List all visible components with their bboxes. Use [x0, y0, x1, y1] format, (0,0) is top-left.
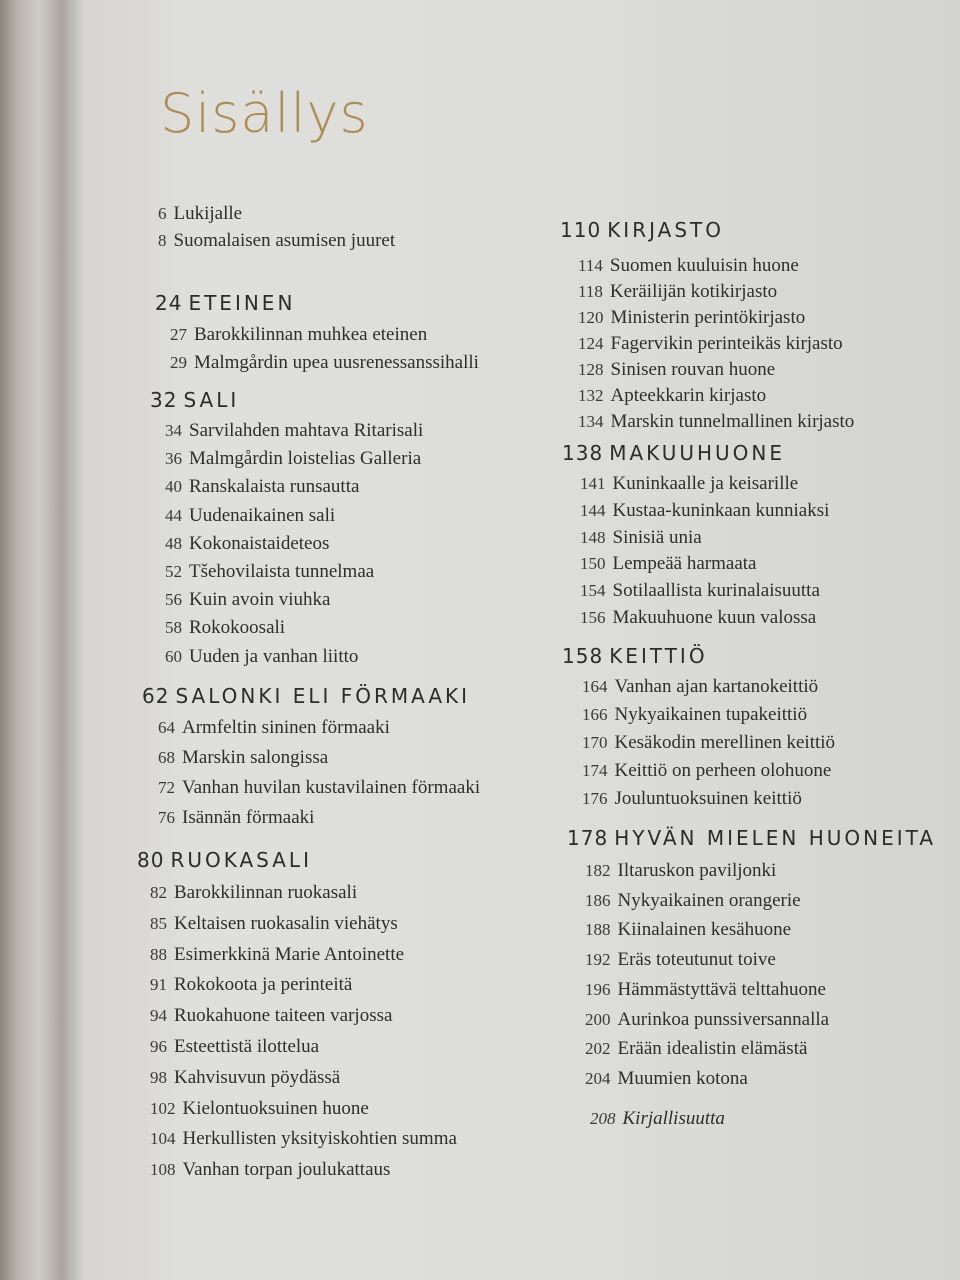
page-number: 64 [158, 718, 175, 737]
entry-title: Iltaruskon paviljonki [617, 860, 777, 881]
page-number: 186 [585, 890, 611, 910]
toc-entry [150, 974, 352, 996]
page-number: 170 [582, 733, 608, 752]
section-title: KIRJASTO [607, 218, 724, 242]
entry-title: Kirjallisuutta [622, 1108, 725, 1129]
toc-entry [585, 1009, 829, 1031]
entry-title: Lempeää harmaata [612, 553, 757, 575]
page-number: 98 [150, 1067, 167, 1087]
page-number: 114 [578, 256, 603, 275]
page-number: 104 [150, 1129, 176, 1149]
entry-title: Keittiö on perheen olohuone [614, 760, 832, 781]
toc-entry [150, 1005, 392, 1027]
toc-entry [158, 203, 242, 225]
section-title: MAKUUHUONE [609, 441, 785, 465]
toc-section-heading [562, 644, 708, 668]
page-number: 94 [150, 1006, 167, 1026]
toc-entry [170, 324, 427, 346]
page-number: 188 [585, 920, 611, 940]
toc-entry [150, 882, 357, 904]
page-title: Sisällys [160, 82, 369, 145]
entry-title: Keräilijän kotikirjasto [609, 281, 778, 302]
toc-section-heading [560, 218, 724, 242]
page-number: 52 [165, 562, 182, 581]
toc-entry [578, 359, 775, 381]
section-title: KEITTIÖ [609, 644, 708, 668]
page-number: 48 [165, 533, 182, 553]
page-number: 202 [585, 1039, 611, 1059]
page-number: 58 [165, 618, 182, 638]
entry-title: Armfeltin sininen förmaaki [182, 717, 390, 738]
toc-entry [590, 1108, 725, 1130]
toc-entry [580, 473, 798, 495]
toc-entry [580, 553, 756, 575]
toc-entry [582, 732, 835, 754]
entry-title: Vanhan torpan joulukattaus [182, 1159, 391, 1181]
entry-title: Aurinkoa punssiversannalla [617, 1008, 830, 1030]
entry-title: Nykyaikainen tupakeittiö [614, 704, 808, 725]
page-number: 154 [580, 581, 606, 601]
toc-entry [170, 352, 479, 374]
entry-title: Kuninkaalle ja keisarille [612, 473, 799, 494]
entry-title: Ranskalaista runsautta [189, 476, 360, 498]
toc-section-heading [142, 684, 470, 708]
toc-entry [150, 944, 404, 966]
page-number: 182 [585, 861, 611, 880]
entry-title: Uudenaikainen sali [189, 504, 336, 526]
toc-entry [578, 411, 854, 433]
toc-entry [165, 505, 335, 527]
page-number: 138 [562, 441, 604, 465]
toc-entry [585, 979, 826, 1001]
toc-entry [165, 420, 423, 442]
toc-section-heading [150, 388, 239, 412]
page-number: 6 [158, 204, 167, 223]
toc-entry [165, 646, 358, 668]
entry-title: Herkullisten yksityiskohtien summa [182, 1128, 457, 1150]
page-number: 32 [150, 388, 178, 412]
toc-entry [585, 949, 776, 971]
toc-entry [578, 333, 843, 355]
toc-entry [578, 255, 799, 277]
page-number: 166 [582, 705, 608, 724]
toc-entry [582, 676, 818, 698]
entry-title: Nykyaikainen orangerie [617, 889, 801, 911]
entry-title: Barokkilinnan muhkea eteinen [194, 324, 428, 345]
page-number: 132 [578, 386, 604, 405]
section-title: HYVÄN MIELEN HUONEITA [614, 826, 936, 850]
page-number: 141 [580, 474, 606, 493]
page-number: 158 [562, 644, 604, 668]
page-number: 128 [578, 360, 604, 379]
toc-entry [165, 617, 285, 639]
page-number: 192 [585, 950, 611, 970]
entry-title: Kokonaistaideteos [189, 532, 330, 554]
entry-title: Vanhan huvilan kustavilainen förmaaki [182, 777, 481, 798]
toc-entry [585, 860, 776, 882]
entry-title: Suomen kuuluisin huone [609, 255, 799, 276]
toc-entry [585, 890, 801, 912]
page-number: 156 [580, 608, 606, 627]
toc-entry [150, 1098, 369, 1120]
page-number: 62 [142, 684, 170, 708]
toc-entry [158, 717, 390, 739]
toc-entry [165, 448, 421, 470]
page-number: 196 [585, 979, 611, 999]
toc-entry [580, 607, 816, 629]
toc-entry [585, 919, 791, 941]
toc-section-heading [155, 291, 295, 315]
toc-entry [158, 807, 314, 829]
page-number: 134 [578, 412, 604, 431]
page-number: 110 [560, 218, 602, 242]
page-number: 27 [170, 325, 187, 344]
page-number: 144 [580, 500, 606, 520]
page-number: 24 [155, 291, 183, 315]
toc-entry [165, 561, 374, 583]
entry-title: Suomalaisen asumisen juuret [173, 230, 396, 251]
entry-title: Barokkilinnan ruokasali [174, 882, 358, 903]
entry-title: Vanhan ajan kartanokeittiö [614, 676, 819, 697]
page-number: 96 [150, 1037, 167, 1056]
page-number: 102 [150, 1098, 176, 1118]
entry-title: Sotilaallista kurinalaisuutta [612, 580, 820, 602]
page-number: 200 [585, 1009, 611, 1029]
toc-section-heading [567, 826, 936, 850]
entry-title: Kuin avoin viuhka [189, 589, 331, 611]
entry-title: Sarvilahden mahtava Ritarisali [189, 420, 424, 441]
toc-entry [150, 1067, 340, 1089]
entry-title: Malmgårdin loistelias Galleria [189, 448, 422, 470]
page-number: 29 [170, 353, 187, 372]
page-number: 80 [137, 848, 165, 872]
toc-entry [580, 580, 820, 602]
page-number: 178 [567, 826, 609, 850]
page-number: 8 [158, 231, 167, 250]
toc-entry [165, 589, 330, 611]
entry-title: Lukijalle [173, 203, 243, 224]
page-number: 176 [582, 789, 608, 808]
section-title: SALONKI ELI FÖRMAAKI [175, 684, 471, 708]
entry-title: Keltaisen ruokasalin viehätys [174, 912, 398, 934]
page-number: 76 [158, 808, 175, 827]
entry-title: Sinisiä unia [612, 526, 702, 548]
page-number: 72 [158, 778, 175, 797]
toc-section-heading [562, 441, 785, 465]
page-number: 120 [578, 308, 604, 327]
entry-title: Jouluntuoksuinen keittiö [614, 788, 802, 809]
entry-title: Kiinalainen kesähuone [617, 919, 792, 941]
page-number: 68 [158, 748, 175, 767]
entry-title: Hämmästyttävä telttahuone [617, 978, 826, 1000]
toc-entry [582, 760, 831, 782]
toc-entry [585, 1068, 748, 1090]
page-number: 82 [150, 883, 167, 902]
section-title: SALI [183, 388, 240, 412]
page-number: 56 [165, 590, 182, 610]
page-number: 91 [150, 975, 167, 995]
entry-title: Muumien kotona [617, 1067, 748, 1089]
page-number: 174 [582, 761, 608, 780]
toc-entry [580, 527, 702, 549]
entry-title: Makuuhuone kuun valossa [612, 607, 817, 628]
page-number: 44 [165, 505, 182, 525]
toc-entry [582, 704, 807, 726]
page-number: 150 [580, 554, 606, 574]
toc-entry [150, 1159, 390, 1181]
entry-title: Ruokahuone taiteen varjossa [174, 1005, 393, 1027]
toc-entry [578, 385, 766, 407]
toc-section-heading [137, 848, 312, 872]
toc-entry [165, 533, 329, 555]
page-number: 118 [578, 282, 603, 301]
entry-title: Sinisen rouvan huone [610, 359, 776, 380]
entry-title: Eräs toteutunut toive [617, 949, 776, 971]
toc-entry [150, 1128, 457, 1150]
page-number: 85 [150, 913, 167, 933]
toc-entry [578, 307, 805, 329]
page-number: 124 [578, 334, 604, 353]
entry-title: Marskin tunnelmallinen kirjasto [610, 411, 855, 432]
toc-entry [158, 230, 395, 252]
entry-title: Apteekkarin kirjasto [610, 385, 767, 406]
entry-title: Kesäkodin merellinen keittiö [614, 732, 836, 753]
section-title: RUOKASALI [170, 848, 312, 872]
page-number: 108 [150, 1160, 176, 1180]
page-number: 148 [580, 527, 606, 547]
entry-title: Marskin salongissa [182, 747, 329, 768]
page-number: 164 [582, 677, 608, 696]
entry-title: Fagervikin perinteikäs kirjasto [610, 333, 843, 354]
toc-entry [165, 476, 359, 498]
toc-entry [580, 500, 829, 522]
page-number: 34 [165, 421, 182, 440]
toc-entry [150, 1036, 319, 1058]
toc-entry [582, 788, 802, 810]
entry-title: Tšehovilaista tunnelmaa [189, 561, 375, 582]
toc-entry [158, 777, 480, 799]
page-number: 60 [165, 646, 182, 666]
page-number: 204 [585, 1068, 611, 1088]
entry-title: Rokokoota ja perinteitä [174, 974, 353, 996]
page-number: 88 [150, 944, 167, 964]
entry-title: Kahvisuvun pöydässä [174, 1066, 341, 1088]
page-number: 40 [165, 477, 182, 497]
entry-title: Uuden ja vanhan liitto [189, 645, 359, 667]
entry-title: Erään idealistin elämästä [617, 1038, 808, 1060]
entry-title: Esimerkkinä Marie Antoinette [174, 943, 405, 965]
entry-title: Esteettistä ilottelua [174, 1036, 320, 1057]
page-number: 208 [590, 1109, 616, 1128]
toc-entry [578, 281, 777, 303]
entry-title: Rokokoosali [189, 617, 286, 639]
toc-entry [158, 747, 328, 769]
toc-entry [150, 913, 398, 935]
entry-title: Kustaa-kuninkaan kunniaksi [612, 499, 830, 521]
entry-title: Malmgårdin upea uusrenessanssihalli [194, 352, 479, 373]
section-title: ETEINEN [188, 291, 296, 315]
entry-title: Isännän förmaaki [182, 807, 315, 828]
toc-entry [585, 1038, 807, 1060]
entry-title: Ministerin perintökirjasto [610, 307, 806, 328]
entry-title: Kielontuoksuinen huone [182, 1097, 369, 1119]
page-number: 36 [165, 449, 182, 469]
